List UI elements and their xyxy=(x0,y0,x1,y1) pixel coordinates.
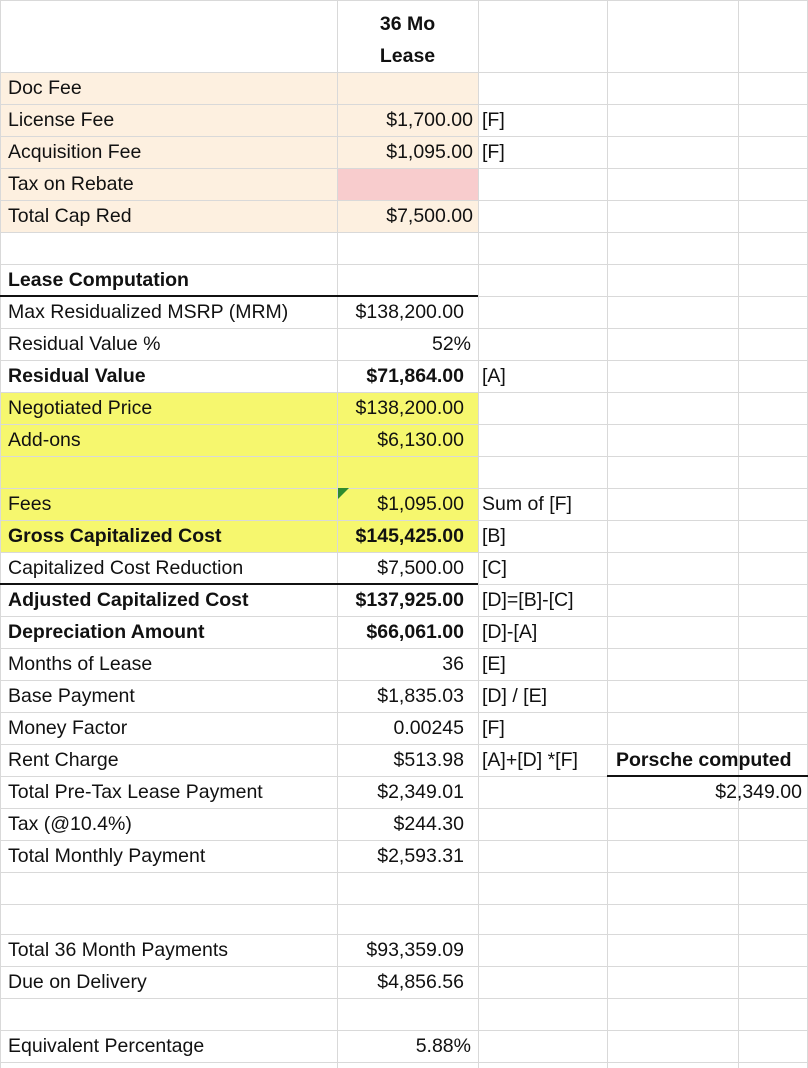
total-cap-red-value[interactable]: $7,500.00 xyxy=(386,205,473,227)
rent-charge-note[interactable]: [A]+[D] *[F] xyxy=(482,749,578,771)
residual-value-label: Residual Value xyxy=(8,365,146,387)
equivalent-percentage-label: Equivalent Percentage xyxy=(8,1035,205,1057)
adjusted-cap-cost-value[interactable]: $137,925.00 xyxy=(355,589,464,611)
residual-value-pct-value[interactable]: 52% xyxy=(431,333,471,355)
equivalent-percentage-value[interactable]: 5.88% xyxy=(415,1035,471,1057)
license-fee-label: License Fee xyxy=(8,109,115,131)
months-of-lease-value[interactable]: 36 xyxy=(442,653,464,675)
acquisition-fee-note[interactable]: [F] xyxy=(482,141,505,163)
license-fee-value[interactable]: $1,700.00 xyxy=(386,109,473,131)
porsche-computed-value[interactable]: $2,349.00 xyxy=(715,781,802,803)
depreciation-amount-label: Depreciation Amount xyxy=(8,621,205,643)
residual-value-note[interactable]: [A] xyxy=(482,365,506,387)
column-header-line1: 36 Mo xyxy=(379,13,436,35)
money-factor-value[interactable]: 0.00245 xyxy=(393,717,464,739)
negotiated-price-label: Negotiated Price xyxy=(8,397,153,419)
adjusted-cap-cost-label: Adjusted Capitalized Cost xyxy=(8,589,249,611)
column-header-line2: Lease xyxy=(379,45,436,67)
adjusted-cap-cost-note[interactable]: [D]=[B]-[C] xyxy=(482,589,574,611)
tax-on-rebate-label: Tax on Rebate xyxy=(8,173,134,195)
base-payment-note[interactable]: [D] / [E] xyxy=(482,685,548,707)
add-ons-value[interactable]: $6,130.00 xyxy=(377,429,464,451)
gross-cap-cost-note[interactable]: [B] xyxy=(482,525,506,547)
due-on-delivery-label: Due on Delivery xyxy=(8,971,147,993)
due-on-delivery-value[interactable]: $4,856.56 xyxy=(377,971,464,993)
fees-value[interactable]: $1,095.00 xyxy=(377,493,464,515)
cap-cost-reduction-note[interactable]: [C] xyxy=(482,557,507,579)
tax-label: Tax (@10.4%) xyxy=(8,813,132,835)
total-pretax-payment-value[interactable]: $2,349.01 xyxy=(377,781,464,803)
fees-note[interactable]: Sum of [F] xyxy=(482,493,572,515)
negotiated-price-value[interactable]: $138,200.00 xyxy=(355,397,464,419)
gross-cap-cost-value[interactable]: $145,425.00 xyxy=(355,525,464,547)
tax-value[interactable]: $244.30 xyxy=(393,813,464,835)
depreciation-amount-note[interactable]: [D]-[A] xyxy=(482,621,538,643)
base-payment-label: Base Payment xyxy=(8,685,135,707)
residual-value-value[interactable]: $71,864.00 xyxy=(366,365,464,387)
gross-cap-cost-label: Gross Capitalized Cost xyxy=(8,525,222,547)
money-factor-label: Money Factor xyxy=(8,717,128,739)
total-36-month-label: Total 36 Month Payments xyxy=(8,939,229,961)
lease-computation-title: Lease Computation xyxy=(8,269,189,291)
total-cap-red-label: Total Cap Red xyxy=(8,205,132,227)
base-payment-value[interactable]: $1,835.03 xyxy=(377,685,464,707)
residual-value-pct-label: Residual Value % xyxy=(8,333,161,355)
depreciation-amount-value[interactable]: $66,061.00 xyxy=(366,621,464,643)
max-residualized-msrp-label: Max Residualized MSRP (MRM) xyxy=(8,301,289,323)
fees-label: Fees xyxy=(8,493,52,515)
rent-charge-label: Rent Charge xyxy=(8,749,119,771)
cap-cost-reduction-value[interactable]: $7,500.00 xyxy=(377,557,464,579)
money-factor-note[interactable]: [F] xyxy=(482,717,505,739)
doc-fee-value[interactable] xyxy=(337,72,473,104)
porsche-computed-header[interactable]: Porsche computed xyxy=(616,749,792,771)
acquisition-fee-value[interactable]: $1,095.00 xyxy=(386,141,473,163)
rent-charge-value[interactable]: $513.98 xyxy=(393,749,464,771)
add-ons-label: Add-ons xyxy=(8,429,81,451)
total-pretax-payment-label: Total Pre-Tax Lease Payment xyxy=(8,781,263,803)
months-of-lease-note[interactable]: [E] xyxy=(482,653,506,675)
tax-on-rebate-value[interactable] xyxy=(337,168,473,200)
max-residualized-msrp-value[interactable]: $138,200.00 xyxy=(355,301,464,323)
total-monthly-payment-value[interactable]: $2,593.31 xyxy=(377,845,464,867)
total-monthly-payment-label: Total Monthly Payment xyxy=(8,845,206,867)
license-fee-note[interactable]: [F] xyxy=(482,109,505,131)
total-36-month-value[interactable]: $93,359.09 xyxy=(366,939,464,961)
doc-fee-label: Doc Fee xyxy=(8,77,82,99)
months-of-lease-label: Months of Lease xyxy=(8,653,153,675)
acquisition-fee-label: Acquisition Fee xyxy=(8,141,142,163)
cap-cost-reduction-label: Capitalized Cost Reduction xyxy=(8,557,244,579)
